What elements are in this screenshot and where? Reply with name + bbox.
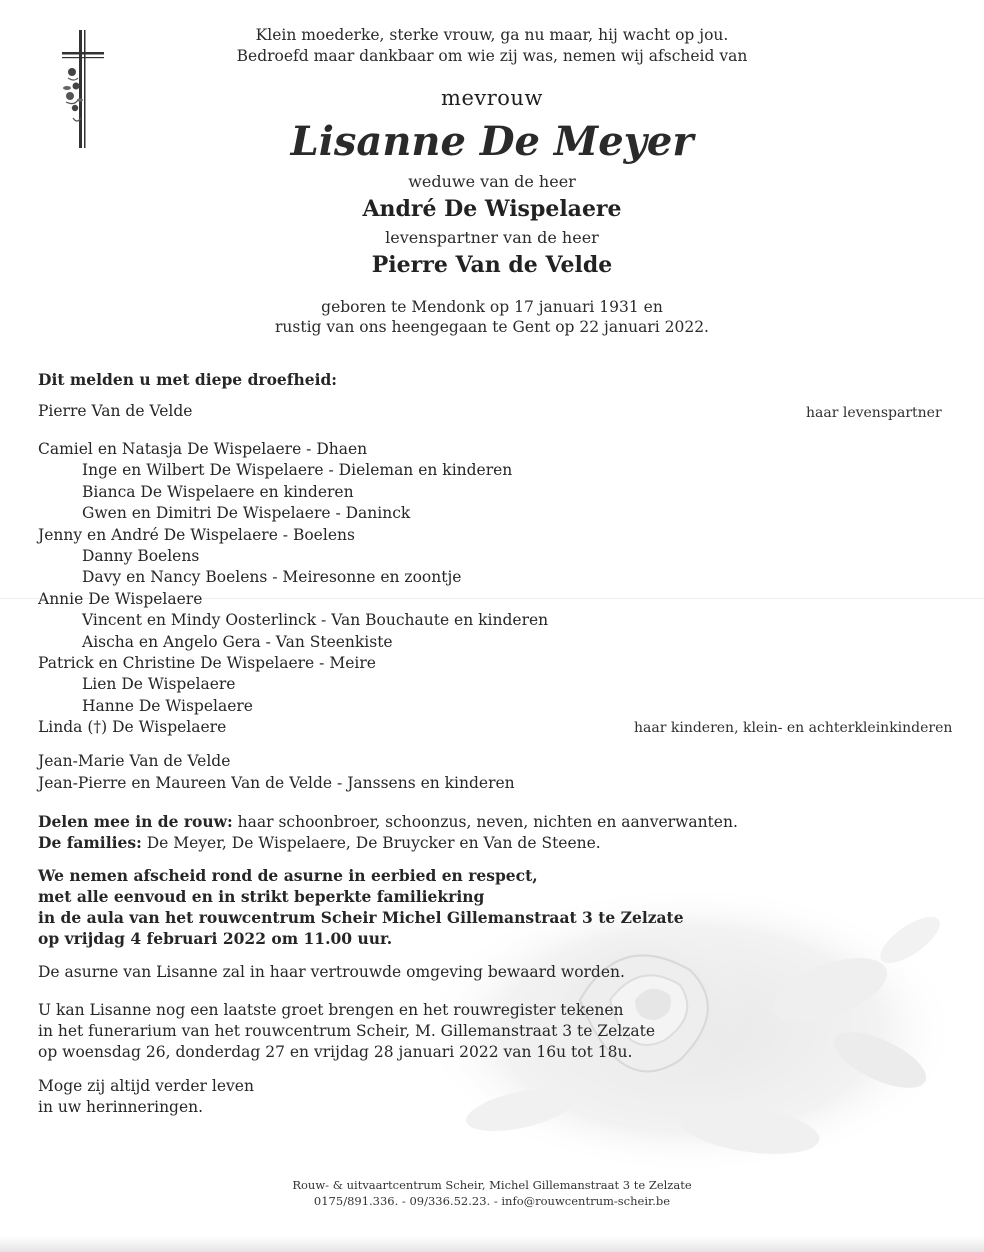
footer-line-2: 0175/891.336. - 09/336.52.23. - info@rouwcentrum-scheir.be	[313, 1194, 671, 1208]
farewell-line-4: op vrijdag 4 februari 2022 om 11.00 uur.	[38, 929, 393, 948]
children-list-item: Camiel en Natasja De Wispelaere - Dhaen	[38, 440, 368, 458]
partner-line-name: Pierre Van de Velde	[38, 402, 193, 420]
closing-line-1: Moge zij altijd verder leven	[38, 1077, 254, 1095]
mourning-label: Delen mee in de rouw:	[38, 812, 233, 831]
footer-line-1: Rouw- & uitvaartcentrum Scheir, Michel Gillemanstraat 3 te Zelzate	[292, 1178, 692, 1192]
farewell-line-3: in de aula van het rouwcentrum Scheir Michel Gillemanstraat 3 te Zelzate	[38, 908, 684, 927]
children-list-item: Vincent en Mindy Oosterlinck - Van Bouchaute en kinderen	[82, 611, 549, 629]
page-bottom-edge	[0, 1236, 984, 1252]
death-line: rustig van ons heengegaan te Gent op 22 januari 2022.	[275, 318, 709, 336]
deceased-name: Lisanne De Meyer	[290, 118, 694, 165]
intro-line-1: Klein moederke, sterke vrouw, ga nu maar, hij wacht op jou.	[255, 26, 729, 44]
children-list-item: Hanne De Wispelaere	[82, 697, 253, 715]
title-mevrouw: mevrouw	[441, 86, 543, 110]
children-list-item: Jenny en André De Wispelaere - Boelens	[38, 526, 355, 544]
urn-line: De asurne van Lisanne zal in haar vertrouwde omgeving bewaard worden.	[38, 963, 625, 981]
birth-line: geboren te Mendonk op 17 januari 1931 en	[321, 298, 663, 316]
families-label: De families:	[38, 833, 142, 852]
families-line	[38, 833, 601, 852]
children-list-item: Gwen en Dimitri De Wispelaere - Daninck	[82, 504, 411, 522]
children-list-item: Danny Boelens	[82, 547, 200, 565]
mourning-text: haar schoonbroer, schoonzus, neven, nichten en aanverwanten.	[232, 813, 738, 831]
children-list-item: Bianca De Wispelaere en kinderen	[82, 483, 354, 501]
husband-name: André De Wispelaere	[362, 196, 622, 222]
visit-line-1: U kan Lisanne nog een laatste groet brengen en het rouwregister tekenen	[38, 1001, 624, 1019]
partner-name: Pierre Van de Velde	[371, 252, 613, 278]
children-list-item: Linda (†) De Wispelaere	[38, 718, 227, 736]
children-list-item: Inge en Wilbert De Wispelaere - Dieleman en kinderen	[82, 461, 513, 479]
widow-of-label: weduwe van de heer	[408, 172, 576, 191]
visit-line-3: op woensdag 26, donderdag 27 en vrijdag 28 januari 2022 van 16u tot 18u.	[38, 1043, 633, 1061]
children-relation: haar kinderen, klein- en achterkleinkinderen	[634, 720, 953, 736]
farewell-line-1: We nemen afscheid rond de asurne in eerbied en respect,	[38, 866, 538, 885]
intro-line-2: Bedroefd maar dankbaar om wie zij was, nemen wij afscheid van	[236, 47, 748, 65]
mourning-line	[38, 812, 738, 831]
partner-family-1: Jean-Marie Van de Velde	[38, 752, 231, 770]
farewell-line-2: met alle eenvoud en in strikt beperkte familiekring	[38, 887, 485, 906]
partner-of-label: levenspartner van de heer	[385, 228, 599, 247]
children-list-item: Aischa en Angelo Gera - Van Steenkiste	[82, 633, 393, 651]
visit-line-2: in het funerarium van het rouwcentrum Scheir, M. Gillemanstraat 3 te Zelzate	[38, 1022, 656, 1040]
partner-family-2: Jean-Pierre en Maureen Van de Velde - Janssens en kinderen	[38, 774, 515, 792]
children-list-item: Patrick en Christine De Wispelaere - Meire	[38, 654, 376, 672]
families-text: De Meyer, De Wispelaere, De Bruycker en Van de Steene.	[141, 834, 601, 852]
announcement: Dit melden u met diepe droefheid:	[38, 370, 338, 389]
partner-line-relation: haar levenspartner	[806, 405, 942, 421]
closing-line-2: in uw herinneringen.	[38, 1098, 204, 1116]
children-list-item: Annie De Wispelaere	[38, 590, 203, 608]
children-list-item: Lien De Wispelaere	[82, 675, 236, 693]
children-list-item: Davy en Nancy Boelens - Meiresonne en zoontje	[82, 568, 462, 586]
